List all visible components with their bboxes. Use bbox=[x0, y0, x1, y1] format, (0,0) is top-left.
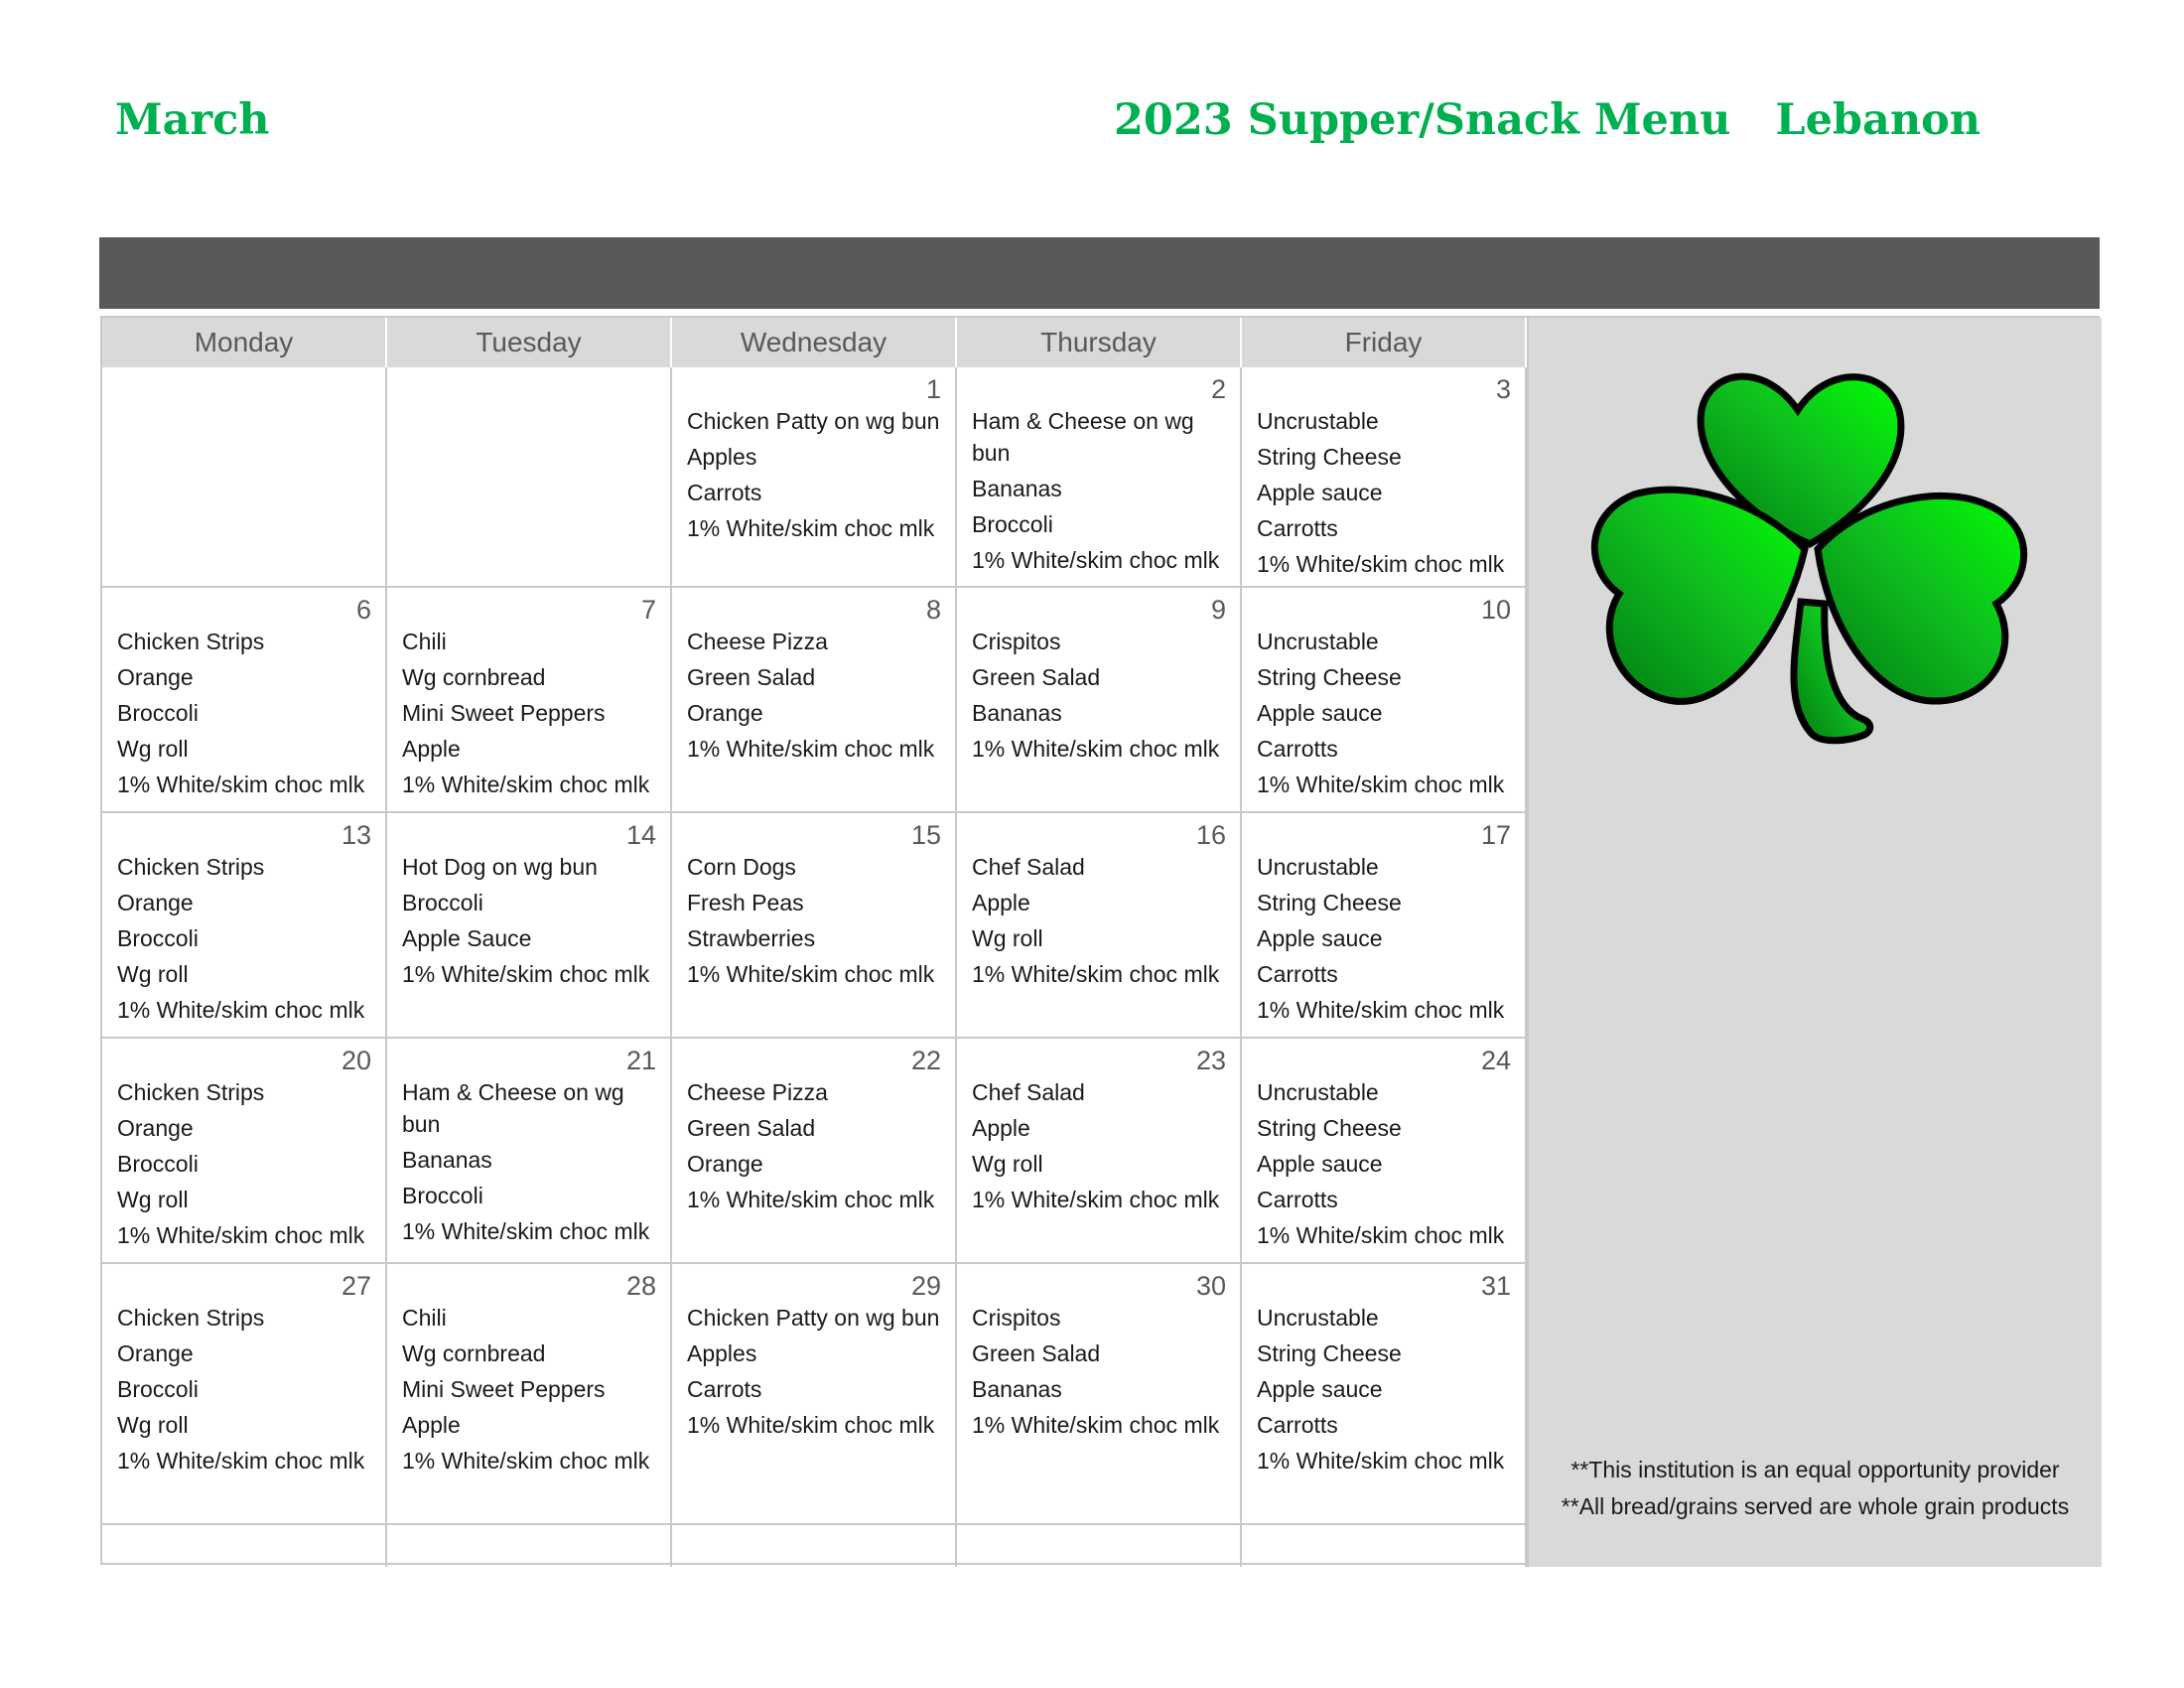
day-cell bbox=[102, 1039, 387, 1264]
date-number: 10 bbox=[1480, 595, 1511, 625]
day-cell bbox=[102, 367, 387, 588]
menu-item: Strawberries bbox=[687, 925, 816, 951]
menu-item: Wg cornbread bbox=[402, 1340, 546, 1366]
menu-item: Wg roll bbox=[117, 1187, 189, 1212]
menu-item: Orange bbox=[117, 890, 194, 915]
date-number bbox=[117, 367, 373, 405]
day-cell bbox=[957, 367, 1242, 588]
menu-item: Orange bbox=[687, 700, 763, 726]
date-number: 9 bbox=[1210, 595, 1226, 625]
day-cell bbox=[387, 1264, 672, 1525]
menu-item: Apple bbox=[972, 890, 1030, 915]
day-cell bbox=[957, 1264, 1242, 1525]
menu-item: Chicken Patty on wg bun bbox=[687, 408, 940, 434]
menu-item-list bbox=[117, 1302, 373, 1477]
menu-item-list bbox=[1257, 626, 1513, 800]
equal-opportunity-note: **This institution is an equal opportunity provider bbox=[1570, 1457, 2060, 1482]
menu-item: Chef Salad bbox=[972, 854, 1085, 880]
menu-item: Apple bbox=[402, 1412, 461, 1438]
date-number: 31 bbox=[1480, 1271, 1511, 1301]
day-cell bbox=[672, 588, 957, 813]
day-cell bbox=[1242, 813, 1527, 1039]
menu-item: 1% White/skim choc mlk bbox=[972, 736, 1220, 762]
menu-item: String Cheese bbox=[1257, 1115, 1402, 1141]
date-number: 29 bbox=[910, 1271, 941, 1301]
menu-item: String Cheese bbox=[1257, 664, 1402, 690]
menu-item: Mini Sweet Peppers bbox=[402, 1376, 606, 1402]
menu-item: Chicken Strips bbox=[117, 629, 265, 654]
menu-item: Hot Dog on wg bun bbox=[402, 854, 598, 880]
day-cell bbox=[957, 1039, 1242, 1264]
menu-item: 1% White/skim choc mlk bbox=[1257, 997, 1505, 1023]
menu-item: Carrots bbox=[687, 1376, 762, 1402]
menu-item: 1% White/skim choc mlk bbox=[972, 961, 1220, 987]
menu-item: Green Salad bbox=[687, 664, 816, 690]
day-header-monday: Monday bbox=[102, 318, 387, 367]
menu-item: Chicken Strips bbox=[117, 1079, 265, 1105]
menu-item: 1% White/skim choc mlk bbox=[1257, 1222, 1505, 1248]
menu-item-list bbox=[402, 626, 658, 800]
day-header-tuesday: Tuesday bbox=[387, 318, 672, 367]
menu-item: 1% White/skim choc mlk bbox=[402, 1218, 650, 1244]
menu-item-list bbox=[1257, 1302, 1513, 1477]
menu-item: Wg roll bbox=[117, 961, 189, 987]
menu-item: Wg cornbread bbox=[402, 664, 546, 690]
date-number: 14 bbox=[625, 820, 656, 850]
menu-item-list bbox=[117, 626, 373, 800]
menu-item: Chicken Strips bbox=[117, 854, 265, 880]
menu-item: Wg roll bbox=[972, 925, 1043, 951]
menu-item: Green Salad bbox=[972, 1340, 1101, 1366]
menu-item: Chili bbox=[402, 629, 447, 654]
menu-item: Apple bbox=[972, 1115, 1030, 1141]
day-cell bbox=[1242, 367, 1527, 588]
menu-item: 1% White/skim choc mlk bbox=[402, 772, 650, 797]
menu-item: Wg roll bbox=[972, 1151, 1043, 1177]
menu-item: Cheese Pizza bbox=[687, 1079, 828, 1105]
date-number: 20 bbox=[341, 1046, 371, 1075]
whole-grain-note: **All bread/grains served are whole grain products bbox=[1561, 1493, 2070, 1519]
day-cell bbox=[1242, 1039, 1527, 1264]
date-number: 21 bbox=[625, 1046, 656, 1075]
menu-item: Carrotts bbox=[1257, 1187, 1338, 1212]
menu-item: Ham & Cheese on wg bun bbox=[402, 1079, 624, 1137]
menu-item: Crispitos bbox=[972, 1305, 1061, 1331]
menu-item-list bbox=[972, 1076, 1228, 1215]
menu-item: Uncrustable bbox=[1257, 1079, 1379, 1105]
date-number: 15 bbox=[910, 820, 941, 850]
menu-item: Broccoli bbox=[402, 1183, 483, 1208]
menu-item: Green Salad bbox=[972, 664, 1101, 690]
menu-item: Broccoli bbox=[117, 1376, 199, 1402]
menu-item: 1% White/skim choc mlk bbox=[687, 1187, 935, 1212]
menu-item: Apple sauce bbox=[1257, 700, 1383, 726]
menu-item: Apple bbox=[402, 736, 461, 762]
date-number: 3 bbox=[1495, 374, 1511, 404]
menu-item-list bbox=[972, 405, 1228, 576]
menu-item: Wg roll bbox=[117, 736, 189, 762]
menu-item: Broccoli bbox=[972, 511, 1053, 537]
menu-item: Bananas bbox=[402, 1147, 492, 1173]
day-cell bbox=[387, 588, 672, 813]
menu-calendar bbox=[100, 316, 2100, 1565]
menu-item: Green Salad bbox=[687, 1115, 816, 1141]
menu-item: Apple sauce bbox=[1257, 1376, 1383, 1402]
menu-item-list bbox=[402, 1302, 658, 1477]
menu-item-list bbox=[972, 626, 1228, 765]
menu-item: 1% White/skim choc mlk bbox=[402, 961, 650, 987]
menu-item: Carrotts bbox=[1257, 961, 1338, 987]
menu-item: Corn Dogs bbox=[687, 854, 796, 880]
empty-cell bbox=[387, 1525, 672, 1567]
menu-item: Wg roll bbox=[117, 1412, 189, 1438]
menu-item: Uncrustable bbox=[1257, 629, 1379, 654]
menu-item: Orange bbox=[117, 664, 194, 690]
menu-item: Chef Salad bbox=[972, 1079, 1085, 1105]
menu-item: Orange bbox=[687, 1151, 763, 1177]
header-banner bbox=[99, 237, 2100, 309]
date-number: 22 bbox=[910, 1046, 941, 1075]
menu-item-list bbox=[687, 626, 943, 765]
day-cell bbox=[1242, 588, 1527, 813]
menu-item: Apple sauce bbox=[1257, 480, 1383, 505]
empty-cell bbox=[672, 1525, 957, 1567]
menu-item: Apple Sauce bbox=[402, 925, 532, 951]
date-number: 24 bbox=[1480, 1046, 1511, 1075]
day-cell bbox=[672, 813, 957, 1039]
menu-item: Orange bbox=[117, 1340, 194, 1366]
menu-item-list bbox=[972, 1302, 1228, 1441]
menu-title: 2023 Supper/Snack Menu Lebanon bbox=[1114, 95, 1981, 145]
day-cell bbox=[1242, 1264, 1527, 1525]
day-header-friday: Friday bbox=[1242, 318, 1527, 367]
menu-item: 1% White/skim choc mlk bbox=[1257, 1448, 1505, 1474]
menu-item: Broccoli bbox=[117, 925, 199, 951]
menu-item: String Cheese bbox=[1257, 444, 1402, 470]
menu-item: Broccoli bbox=[117, 1151, 199, 1177]
date-number: 6 bbox=[355, 595, 371, 625]
menu-item: Carrots bbox=[687, 480, 762, 505]
date-number: 17 bbox=[1480, 820, 1511, 850]
day-cell bbox=[102, 1264, 387, 1525]
menu-item: Fresh Peas bbox=[687, 890, 804, 915]
menu-item: Ham & Cheese on wg bun bbox=[972, 408, 1194, 466]
empty-cell bbox=[957, 1525, 1242, 1567]
menu-item: Bananas bbox=[972, 476, 1062, 501]
menu-item-list bbox=[687, 1076, 943, 1215]
date-number: 28 bbox=[625, 1271, 656, 1301]
menu-item: Carrotts bbox=[1257, 736, 1338, 762]
menu-item-list bbox=[687, 851, 943, 990]
day-cell bbox=[387, 367, 672, 588]
date-number: 16 bbox=[1195, 820, 1226, 850]
menu-item: Crispitos bbox=[972, 629, 1061, 654]
day-cell bbox=[102, 588, 387, 813]
menu-item-list bbox=[1257, 405, 1513, 580]
menu-item: 1% White/skim choc mlk bbox=[972, 547, 1220, 573]
menu-item: 1% White/skim choc mlk bbox=[117, 997, 365, 1023]
menu-item: Carrotts bbox=[1257, 515, 1338, 541]
menu-item: Carrotts bbox=[1257, 1412, 1338, 1438]
menu-item-list bbox=[972, 851, 1228, 990]
menu-item: Broccoli bbox=[402, 890, 483, 915]
day-cell bbox=[102, 813, 387, 1039]
menu-item: Chili bbox=[402, 1305, 447, 1331]
day-cell bbox=[957, 588, 1242, 813]
menu-item: 1% White/skim choc mlk bbox=[1257, 551, 1505, 577]
date-number bbox=[402, 367, 658, 405]
day-cell bbox=[672, 367, 957, 588]
footer-notes bbox=[1529, 1452, 2102, 1525]
date-number: 8 bbox=[925, 595, 941, 625]
menu-item: 1% White/skim choc mlk bbox=[117, 1222, 365, 1248]
date-number: 7 bbox=[640, 595, 656, 625]
menu-item-list bbox=[687, 1302, 943, 1441]
menu-item: 1% White/skim choc mlk bbox=[687, 1412, 935, 1438]
empty-cell bbox=[1242, 1525, 1527, 1567]
date-number: 1 bbox=[925, 374, 941, 404]
day-header-wednesday: Wednesday bbox=[672, 318, 957, 367]
menu-item: 1% White/skim choc mlk bbox=[972, 1187, 1220, 1212]
sidebar-panel bbox=[1527, 318, 2102, 1567]
menu-item-list bbox=[402, 1076, 658, 1247]
menu-item: Broccoli bbox=[117, 700, 199, 726]
menu-item-list bbox=[117, 851, 373, 1026]
menu-item-list bbox=[1257, 851, 1513, 1026]
menu-item: Apple sauce bbox=[1257, 1151, 1383, 1177]
date-number: 13 bbox=[341, 820, 371, 850]
menu-item-list bbox=[402, 851, 658, 990]
menu-item: 1% White/skim choc mlk bbox=[972, 1412, 1220, 1438]
date-number: 27 bbox=[341, 1271, 371, 1301]
menu-item: Chicken Patty on wg bun bbox=[687, 1305, 940, 1331]
menu-item: Orange bbox=[117, 1115, 194, 1141]
day-header-thursday: Thursday bbox=[957, 318, 1242, 367]
menu-item: Cheese Pizza bbox=[687, 629, 828, 654]
menu-item: 1% White/skim choc mlk bbox=[687, 515, 935, 541]
menu-item-list bbox=[117, 1076, 373, 1251]
date-number: 23 bbox=[1195, 1046, 1226, 1075]
menu-item: Uncrustable bbox=[1257, 854, 1379, 880]
menu-item: 1% White/skim choc mlk bbox=[117, 772, 365, 797]
menu-item: 1% White/skim choc mlk bbox=[687, 961, 935, 987]
day-cell bbox=[387, 1039, 672, 1264]
menu-item: Uncrustable bbox=[1257, 408, 1379, 434]
menu-item: Uncrustable bbox=[1257, 1305, 1379, 1331]
menu-item: String Cheese bbox=[1257, 1340, 1402, 1366]
menu-item: Apples bbox=[687, 1340, 757, 1366]
date-number: 2 bbox=[1210, 374, 1226, 404]
shamrock-icon bbox=[1574, 365, 2045, 755]
date-number: 30 bbox=[1195, 1271, 1226, 1301]
menu-item-list bbox=[1257, 1076, 1513, 1251]
menu-item: Mini Sweet Peppers bbox=[402, 700, 606, 726]
menu-item: 1% White/skim choc mlk bbox=[687, 736, 935, 762]
day-cell bbox=[672, 1039, 957, 1264]
day-cell bbox=[672, 1264, 957, 1525]
month-title: March bbox=[115, 95, 270, 145]
menu-item-list bbox=[687, 405, 943, 544]
menu-item: Chicken Strips bbox=[117, 1305, 265, 1331]
day-cell bbox=[387, 813, 672, 1039]
menu-item: 1% White/skim choc mlk bbox=[117, 1448, 365, 1474]
menu-item: Bananas bbox=[972, 700, 1062, 726]
menu-item: Apple sauce bbox=[1257, 925, 1383, 951]
empty-cell bbox=[102, 1525, 387, 1567]
menu-item: 1% White/skim choc mlk bbox=[1257, 772, 1505, 797]
menu-item: 1% White/skim choc mlk bbox=[402, 1448, 650, 1474]
menu-item: Apples bbox=[687, 444, 757, 470]
day-cell bbox=[957, 813, 1242, 1039]
menu-item: String Cheese bbox=[1257, 890, 1402, 915]
menu-item: Bananas bbox=[972, 1376, 1062, 1402]
